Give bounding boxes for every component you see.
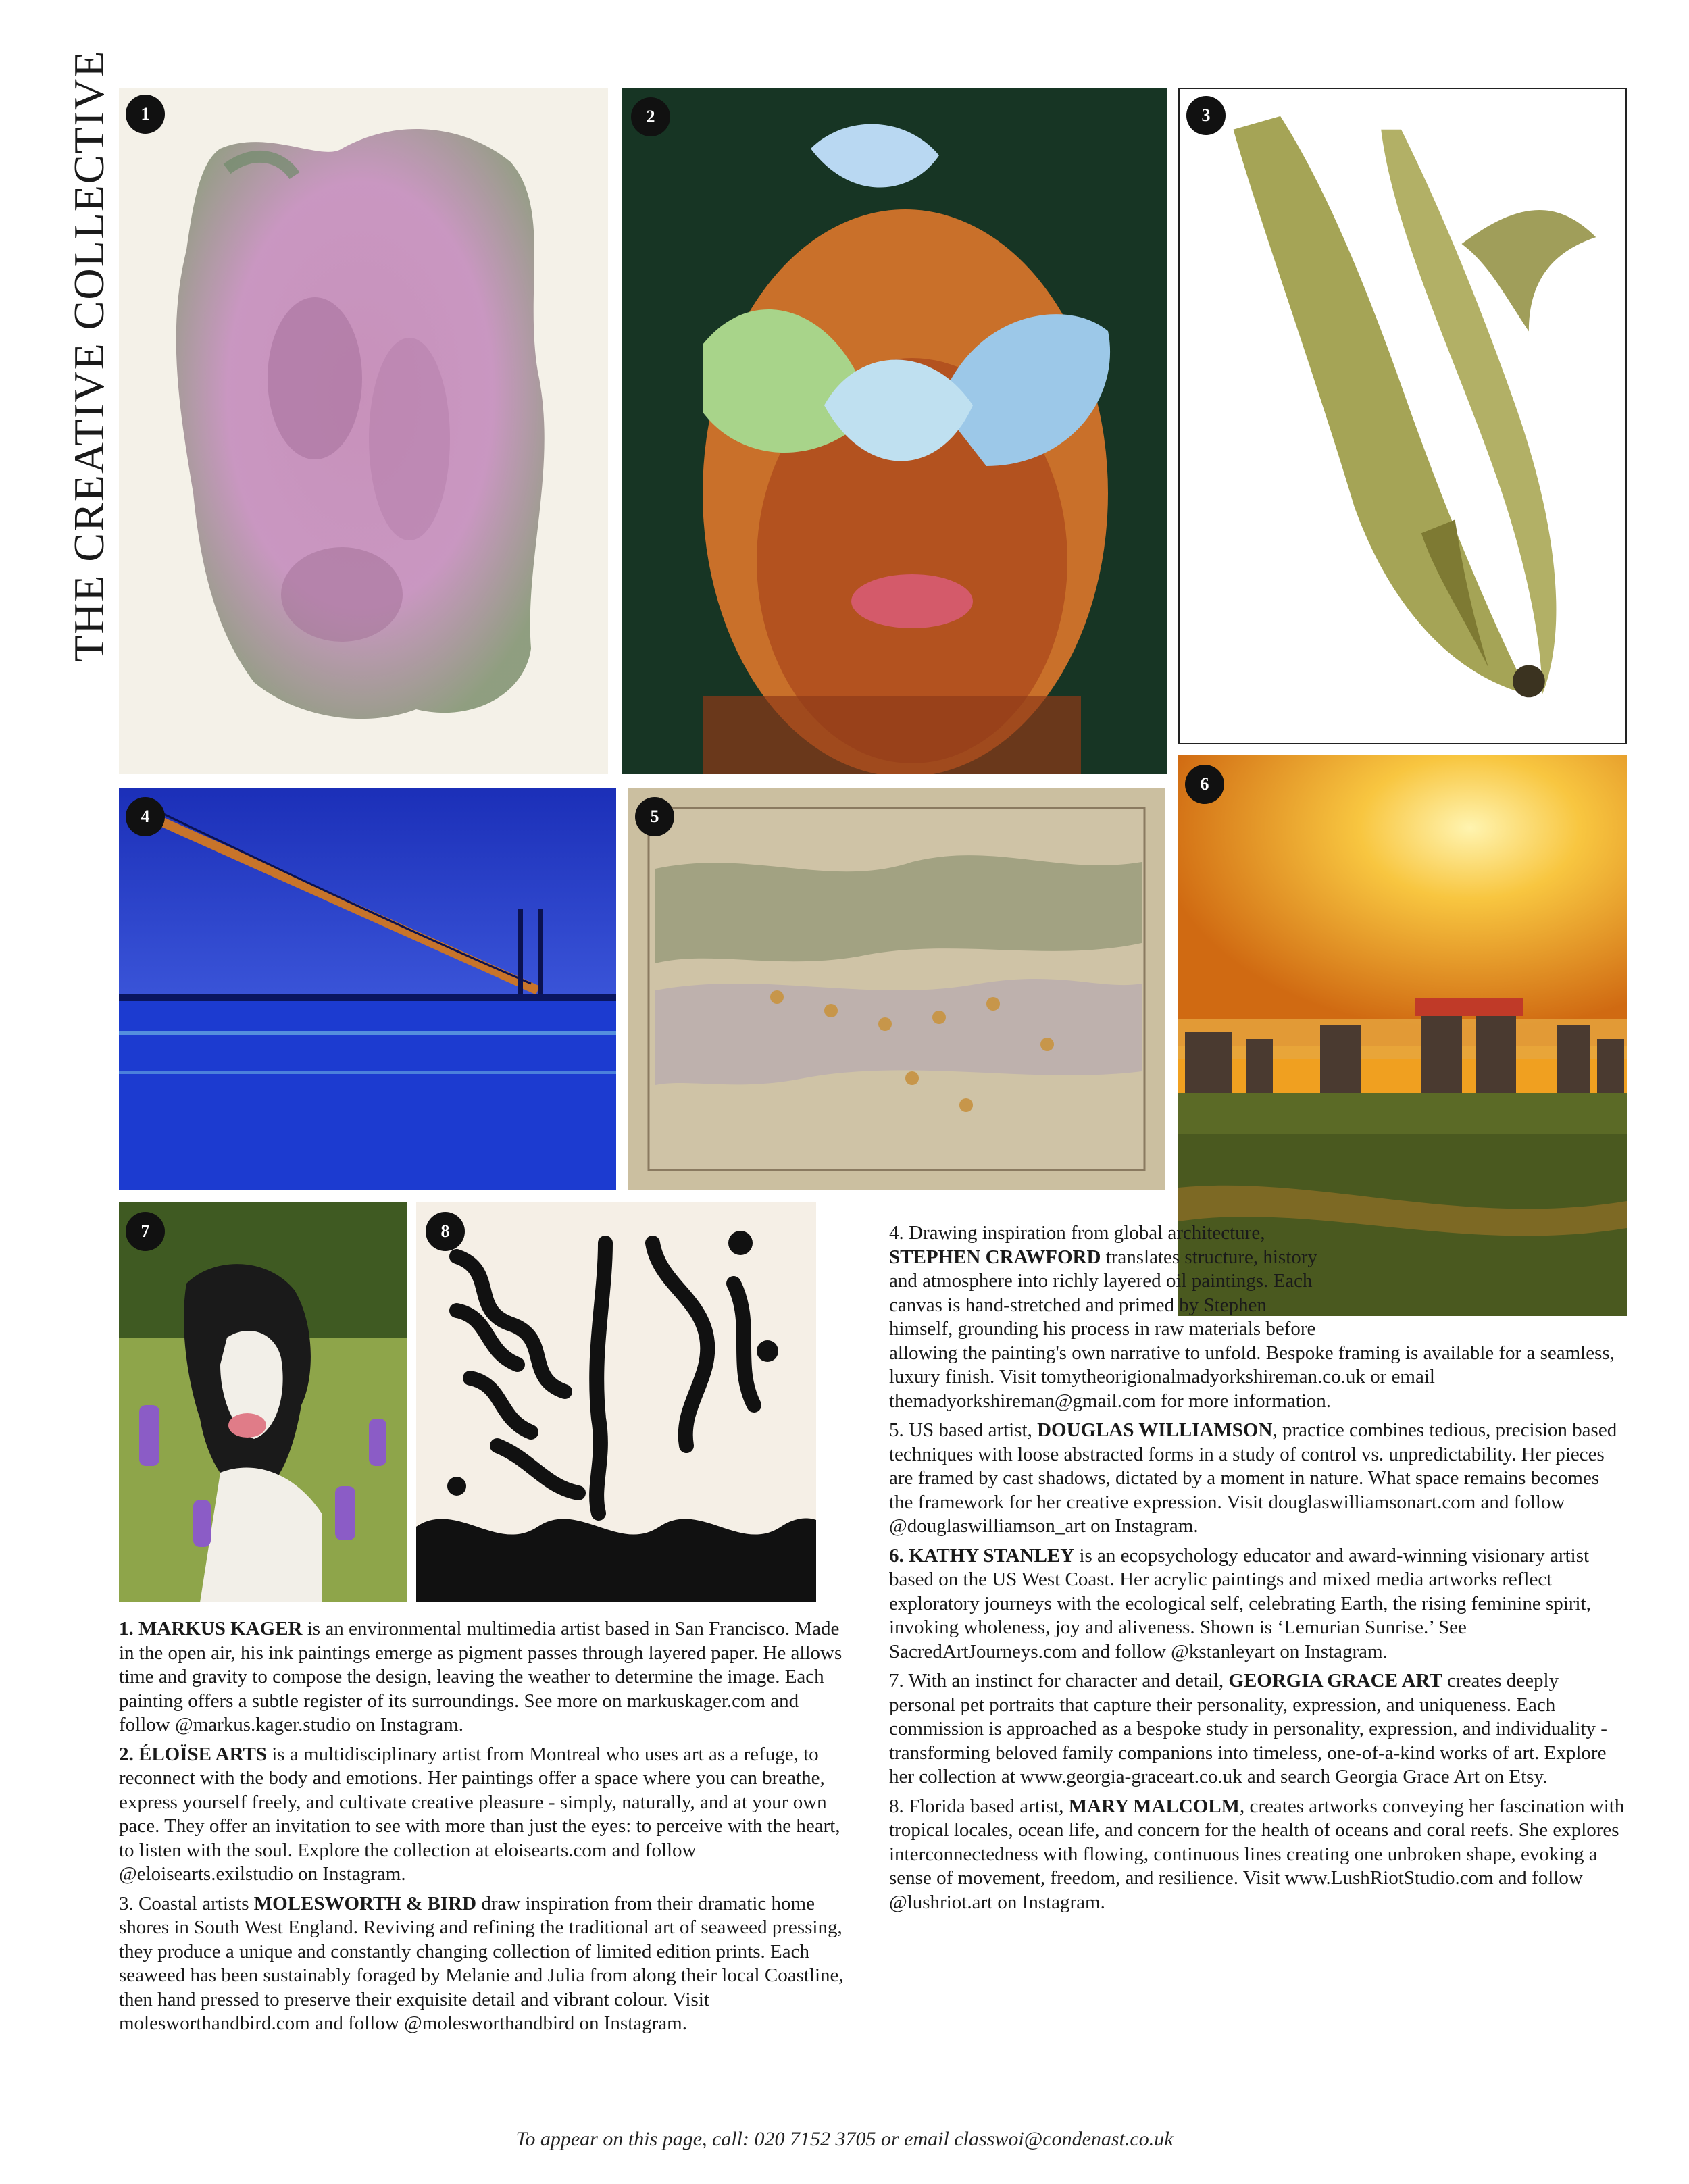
number-badge-8: 8	[426, 1212, 465, 1251]
artist-name-8: MARY MALCOLM	[1068, 1795, 1240, 1817]
caption-7-text: creates deeply personal pet portraits that capture their personality, expression, and uniqueness. Each commission is approached as a bespoke study in personality, expression, and individuality - transforming beloved family companions into timeless, one-of-a-kind works of art. Explore her collection at www.georgia-graceart.co.uk and search Georgia Grace Art on Etsy.	[889, 1670, 1607, 1787]
black-flowing-shapes-artwork-icon	[416, 1202, 816, 1602]
captions-left-column	[119, 1617, 849, 2041]
number-badge-6: 6	[1185, 765, 1224, 804]
abstract-starfish-artwork-icon	[628, 788, 1165, 1190]
caption-7-intro: 7. With an instinct for character and detail,	[889, 1670, 1229, 1692]
artist-name-1: 1. MARKUS KAGER	[119, 1618, 303, 1640]
caption-4-wrap	[889, 1221, 1625, 1920]
suspension-bridge-artwork-icon	[119, 788, 616, 1190]
caption-8	[889, 1795, 1625, 1915]
artist-name-6: 6. KATHY STANLEY	[889, 1544, 1075, 1567]
artist-name-4: STEPHEN CRAWFORD	[889, 1246, 1101, 1268]
caption-1-text: is an environmental multimedia artist based in San Francisco. Made in the open air, his ink paintings emerge as pigment passes through layered paper. He allows time and gravity to compose the design, leaving the weather to determine the image. Each painting offers a subtle register of its surroundings. See more on markuskager.com and follow @markus.kager.studio on Instagram.	[119, 1618, 842, 1735]
dog-portrait-artwork-icon	[119, 1202, 407, 1602]
pressed-seaweed-artwork-icon	[1180, 89, 1625, 743]
number-badge-2: 2	[631, 97, 670, 136]
caption-1	[119, 1617, 849, 1737]
caption-4-intro: 4. Drawing inspiration from global architecture,	[889, 1222, 1265, 1244]
caption-2-text: is a multidisciplinary artist from Montreal who uses art as a refuge, to reconnect with the body and emotions. Her paintings offer a space where you can breathe, express yourself freely, and cultivate creative pleasure - simply, naturally, and at your own pace. They offer an invitation to see with more than just the eyes: to perceive with the heart, to listen with the soul. Explore the collection at eloisearts.com and follow @eloisearts.exilstudio on Instagram.	[119, 1743, 840, 1885]
advertising-contact-footer: To appear on this page, call: 020 7152 3705 or email classwoi@condenast.co.uk	[515, 2128, 1174, 2150]
caption-6-text: is an ecopsychology educator and award-winning visionary artist based on the US West Coast. Her acrylic paintings and mixed media artworks reflect exploratory journeys with the ecological self, celebrating Earth, the rising feminine spirit, invoking wholeness, joy and aliveness. Shown is ‘Lemurian Sunrise.’ See SacredArtJourneys.com and follow @kstanleyart on Instagram.	[889, 1544, 1591, 1662]
caption-5-intro: 5. US based artist,	[889, 1419, 1038, 1441]
caption-5	[889, 1419, 1625, 1539]
caption-3-intro: 3. Coastal artists	[119, 1892, 254, 1914]
artwork-3	[1178, 88, 1627, 744]
artist-name-3: MOLESWORTH & BIRD	[253, 1892, 477, 1914]
artist-name-7: GEORGIA GRACE ART	[1228, 1670, 1442, 1692]
image-6-float-spacer	[1328, 1221, 1625, 1323]
number-badge-5: 5	[635, 797, 674, 836]
caption-7	[889, 1669, 1625, 1789]
artwork-5	[628, 788, 1165, 1190]
caption-4-text: translates structure, history and atmosphere into richly layered oil paintings. Each canvas is hand-stretched and primed by Stephen himself, grounding his process in raw materials before allowing the painting's own narrative to unfold. Bespoke framing is available for a seamless, luxury finish. Visit tomytheorigionalmadyorkshireman.co.uk or email themadyorkshireman@gmail.com for more information.	[889, 1246, 1615, 1412]
caption-3-text: draw inspiration from their dramatic home shores in South West England. Reviving and refining the traditional art of seaweed pressing, they produce a unique and constantly changing collection of limited edition prints. Each seaweed has been sustainably foraged by Melanie and Julia from along their local Coastline, then hand pressed to preserve their exquisite detail and vibrant colour. Visit molesworthandbird.com and follow @molesworthandbird on Instagram.	[119, 1892, 844, 2034]
caption-8-text: , creates artworks conveying her fascination with tropical locales, ocean life, and concern for the health of oceans and coral reefs. She explores interconnectedness with flowing, continuous lines creating one unbroken shape, evoking a sense of movement, freedom, and resilience. Visit www.LushRiotStudio.com and follow @lushriot.art on Instagram.	[889, 1795, 1625, 1913]
caption-8-intro: 8. Florida based artist,	[889, 1795, 1069, 1817]
number-badge-7: 7	[126, 1212, 165, 1251]
butterfly-portrait-artwork-icon	[622, 88, 1167, 774]
artwork-7	[119, 1202, 407, 1602]
artwork-1	[119, 88, 608, 774]
number-badge-4: 4	[126, 797, 165, 836]
artist-name-2: 2. ÉLOÏSE ARTS	[119, 1743, 267, 1765]
artwork-8	[416, 1202, 816, 1602]
number-badge-3: 3	[1186, 96, 1226, 135]
caption-2	[119, 1743, 849, 1887]
ink-painting-artwork-icon	[119, 88, 608, 774]
artist-name-5: DOUGLAS WILLIAMSON	[1037, 1419, 1273, 1441]
caption-6	[889, 1544, 1625, 1665]
caption-5-text: , practice combines tedious, precision based techniques with loose abstracted forms in a study of control vs. unpredictability. Her pieces are framed by cast shadows, dictated by a moment in nature. What space remains becomes the framework for her creative expression. Visit douglaswilliamsonart.com and follow @douglaswilliamson_art on Instagram.	[889, 1419, 1617, 1537]
artwork-2	[622, 88, 1167, 774]
caption-3	[119, 1892, 849, 2036]
number-badge-1: 1	[126, 95, 165, 134]
artwork-4	[119, 788, 616, 1190]
page-title: THE CREATIVE COLLECTIVE	[65, 49, 113, 662]
